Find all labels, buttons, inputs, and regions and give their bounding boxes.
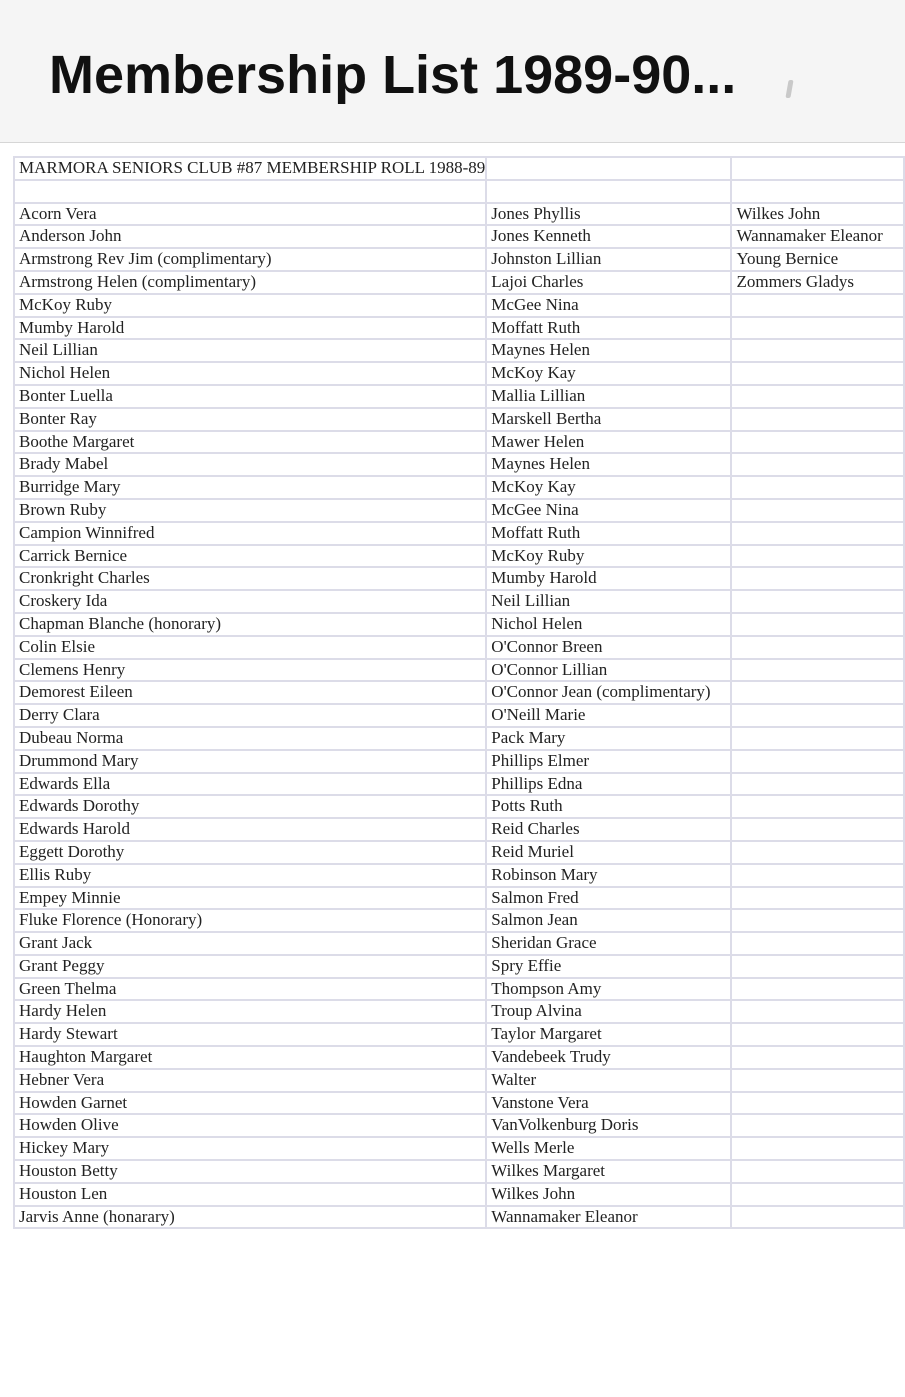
member-name-col2: Potts Ruth	[486, 795, 731, 818]
empty-cell	[731, 887, 904, 910]
member-name-col1: Clemens Henry	[14, 659, 486, 682]
empty-cell	[731, 864, 904, 887]
member-name-col1: Empey Minnie	[14, 887, 486, 910]
table-row	[14, 864, 904, 887]
member-name-col2: Johnston Lillian	[486, 248, 731, 271]
empty-cell	[731, 841, 904, 864]
member-name-col1: Howden Olive	[14, 1114, 486, 1137]
member-name-col1: Jarvis Anne (honarary)	[14, 1206, 486, 1229]
member-name-col1: Bonter Luella	[14, 385, 486, 408]
member-name-col1: Green Thelma	[14, 978, 486, 1001]
table-row	[14, 1069, 904, 1092]
empty-cell	[731, 1160, 904, 1183]
table-row	[14, 727, 904, 750]
empty-cell	[731, 681, 904, 704]
member-name-col2: Reid Muriel	[486, 841, 731, 864]
table-row	[14, 795, 904, 818]
member-name-col2: Taylor Margaret	[486, 1023, 731, 1046]
member-name-col1: Mumby Harold	[14, 317, 486, 340]
member-name-col1: Campion Winnifred	[14, 522, 486, 545]
empty-cell	[731, 932, 904, 955]
empty-cell	[731, 704, 904, 727]
member-name-col2: O'Connor Jean (complimentary)	[486, 681, 731, 704]
table-row	[14, 453, 904, 476]
empty-cell	[486, 157, 731, 180]
member-name-col2: Wilkes John	[486, 1183, 731, 1206]
empty-cell	[731, 773, 904, 796]
table-row	[14, 704, 904, 727]
table-row	[14, 362, 904, 385]
empty-cell	[731, 499, 904, 522]
table-row	[14, 818, 904, 841]
member-name-col1: Armstrong Rev Jim (complimentary)	[14, 248, 486, 271]
table-row	[14, 1000, 904, 1023]
empty-cell	[731, 294, 904, 317]
table-row	[14, 567, 904, 590]
member-name-col2: Maynes Helen	[486, 453, 731, 476]
empty-cell	[731, 818, 904, 841]
member-name-col3: Young Bernice	[731, 248, 904, 271]
empty-cell	[14, 180, 486, 203]
table-row	[14, 590, 904, 613]
table-row	[14, 659, 904, 682]
member-name-col1: Armstrong Helen (complimentary)	[14, 271, 486, 294]
page-title: Membership List 1989-90...	[49, 45, 737, 105]
table-row	[14, 955, 904, 978]
empty-cell	[731, 453, 904, 476]
member-name-col2: Pack Mary	[486, 727, 731, 750]
member-name-col2: Mawer Helen	[486, 431, 731, 454]
table-row	[14, 750, 904, 773]
table-heading-row	[14, 157, 904, 180]
table-row	[14, 339, 904, 362]
member-name-col2: O'Neill Marie	[486, 704, 731, 727]
table-row	[14, 841, 904, 864]
member-name-col1: Dubeau Norma	[14, 727, 486, 750]
member-name-col2: McGee Nina	[486, 294, 731, 317]
empty-cell	[731, 909, 904, 932]
member-name-col1: Brady Mabel	[14, 453, 486, 476]
table-row	[14, 203, 904, 226]
member-name-col1: Hickey Mary	[14, 1137, 486, 1160]
empty-cell	[731, 636, 904, 659]
member-name-col1: Acorn Vera	[14, 203, 486, 226]
member-name-col2: Reid Charles	[486, 818, 731, 841]
empty-cell	[731, 955, 904, 978]
member-name-col2: Mumby Harold	[486, 567, 731, 590]
member-name-col1: McKoy Ruby	[14, 294, 486, 317]
member-name-col1: Haughton Margaret	[14, 1046, 486, 1069]
member-name-col1: Hardy Helen	[14, 1000, 486, 1023]
member-name-col1: Boothe Margaret	[14, 431, 486, 454]
empty-cell	[731, 522, 904, 545]
empty-cell	[731, 978, 904, 1001]
table-row	[14, 1023, 904, 1046]
table-row	[14, 978, 904, 1001]
scroll-indicator	[785, 80, 793, 98]
member-name-col2: Salmon Fred	[486, 887, 731, 910]
table-row	[14, 385, 904, 408]
member-name-col1: Eggett Dorothy	[14, 841, 486, 864]
member-name-col1: Edwards Dorothy	[14, 795, 486, 818]
membership-roll-table	[13, 156, 905, 1229]
empty-cell	[731, 385, 904, 408]
member-name-col1: Chapman Blanche (honorary)	[14, 613, 486, 636]
member-name-col2: Jones Phyllis	[486, 203, 731, 226]
member-name-col1: Burridge Mary	[14, 476, 486, 499]
empty-cell	[731, 1023, 904, 1046]
member-name-col1: Grant Jack	[14, 932, 486, 955]
member-name-col2: Spry Effie	[486, 955, 731, 978]
member-name-col2: Robinson Mary	[486, 864, 731, 887]
member-name-col1: Anderson John	[14, 225, 486, 248]
member-name-col2: Moffatt Ruth	[486, 522, 731, 545]
member-name-col1: Colin Elsie	[14, 636, 486, 659]
member-name-col1: Bonter Ray	[14, 408, 486, 431]
table-row	[14, 1206, 904, 1229]
member-name-col1: Houston Len	[14, 1183, 486, 1206]
member-name-col2: Neil Lillian	[486, 590, 731, 613]
member-name-col1: Edwards Harold	[14, 818, 486, 841]
member-name-col1: Nichol Helen	[14, 362, 486, 385]
table-row	[14, 1183, 904, 1206]
member-name-col2: Mallia Lillian	[486, 385, 731, 408]
empty-cell	[731, 613, 904, 636]
member-name-col3: Wannamaker Eleanor	[731, 225, 904, 248]
member-name-col2: Lajoi Charles	[486, 271, 731, 294]
table-row	[14, 431, 904, 454]
member-name-col2: McGee Nina	[486, 499, 731, 522]
empty-cell	[731, 476, 904, 499]
table-row	[14, 271, 904, 294]
member-name-col2: Salmon Jean	[486, 909, 731, 932]
member-name-col1: Drummond Mary	[14, 750, 486, 773]
member-name-col2: Vandebeek Trudy	[486, 1046, 731, 1069]
member-name-col3: Zommers Gladys	[731, 271, 904, 294]
member-name-col2: Phillips Elmer	[486, 750, 731, 773]
empty-cell	[731, 431, 904, 454]
table-row	[14, 887, 904, 910]
empty-cell	[731, 1137, 904, 1160]
title-bar	[0, 0, 905, 143]
member-name-col2: VanVolkenburg Doris	[486, 1114, 731, 1137]
table-row	[14, 545, 904, 568]
table-row	[14, 317, 904, 340]
roll-heading: MARMORA SENIORS CLUB #87 MEMBERSHIP ROLL 1988-89	[19, 158, 486, 177]
member-name-col2: Walter	[486, 1069, 731, 1092]
empty-cell	[731, 659, 904, 682]
table-row	[14, 773, 904, 796]
member-name-col2: McKoy Ruby	[486, 545, 731, 568]
empty-cell	[731, 1092, 904, 1115]
member-name-col2: Marskell Bertha	[486, 408, 731, 431]
member-name-col1: Fluke Florence (Honorary)	[14, 909, 486, 932]
member-name-col2: Wilkes Margaret	[486, 1160, 731, 1183]
empty-cell	[731, 567, 904, 590]
member-name-col1: Derry Clara	[14, 704, 486, 727]
member-name-col2: Maynes Helen	[486, 339, 731, 362]
empty-cell	[731, 545, 904, 568]
empty-cell	[731, 1000, 904, 1023]
table-row	[14, 909, 904, 932]
empty-cell	[731, 408, 904, 431]
member-name-col2: Jones Kenneth	[486, 225, 731, 248]
member-name-col1: Howden Garnet	[14, 1092, 486, 1115]
empty-cell	[731, 1183, 904, 1206]
member-name-col2: Sheridan Grace	[486, 932, 731, 955]
member-name-col2: O'Connor Breen	[486, 636, 731, 659]
empty-cell	[731, 157, 904, 180]
table-row	[14, 225, 904, 248]
member-name-col2: Moffatt Ruth	[486, 317, 731, 340]
member-name-col2: Phillips Edna	[486, 773, 731, 796]
member-name-col2: McKoy Kay	[486, 476, 731, 499]
table-row	[14, 932, 904, 955]
member-name-col1: Croskery Ida	[14, 590, 486, 613]
member-name-col1: Carrick Bernice	[14, 545, 486, 568]
member-name-col2: Thompson Amy	[486, 978, 731, 1001]
member-name-col2: Vanstone Vera	[486, 1092, 731, 1115]
member-name-col1: Edwards Ella	[14, 773, 486, 796]
member-name-col1: Hebner Vera	[14, 1069, 486, 1092]
table-row	[14, 1160, 904, 1183]
blank-row	[14, 180, 904, 203]
table-row	[14, 476, 904, 499]
table-row	[14, 248, 904, 271]
member-name-col2: Wells Merle	[486, 1137, 731, 1160]
empty-cell	[731, 339, 904, 362]
empty-cell	[731, 727, 904, 750]
member-name-col1: Neil Lillian	[14, 339, 486, 362]
roll-heading-cell	[14, 157, 486, 180]
table-row	[14, 1046, 904, 1069]
member-name-col2: Troup Alvina	[486, 1000, 731, 1023]
empty-cell	[731, 1114, 904, 1137]
empty-cell	[731, 750, 904, 773]
table-row	[14, 294, 904, 317]
empty-cell	[731, 317, 904, 340]
member-name-col2: O'Connor Lillian	[486, 659, 731, 682]
table-row	[14, 499, 904, 522]
empty-cell	[731, 795, 904, 818]
empty-cell	[731, 362, 904, 385]
member-name-col2: Wannamaker Eleanor	[486, 1206, 731, 1229]
member-name-col1: Houston Betty	[14, 1160, 486, 1183]
member-name-col2: Nichol Helen	[486, 613, 731, 636]
member-name-col1: Brown Ruby	[14, 499, 486, 522]
member-name-col1: Hardy Stewart	[14, 1023, 486, 1046]
member-name-col1: Demorest Eileen	[14, 681, 486, 704]
table-row	[14, 408, 904, 431]
table-row	[14, 1137, 904, 1160]
table-row	[14, 1092, 904, 1115]
table-row	[14, 522, 904, 545]
empty-cell	[731, 180, 904, 203]
member-name-col1: Ellis Ruby	[14, 864, 486, 887]
member-name-col3: Wilkes John	[731, 203, 904, 226]
table-row	[14, 636, 904, 659]
empty-cell	[731, 1046, 904, 1069]
empty-cell	[731, 590, 904, 613]
table-row	[14, 613, 904, 636]
empty-cell	[486, 180, 731, 203]
table-row	[14, 1114, 904, 1137]
member-name-col2: McKoy Kay	[486, 362, 731, 385]
empty-cell	[731, 1206, 904, 1229]
empty-cell	[731, 1069, 904, 1092]
member-name-col1: Grant Peggy	[14, 955, 486, 978]
table-row	[14, 681, 904, 704]
member-name-col1: Cronkright Charles	[14, 567, 486, 590]
